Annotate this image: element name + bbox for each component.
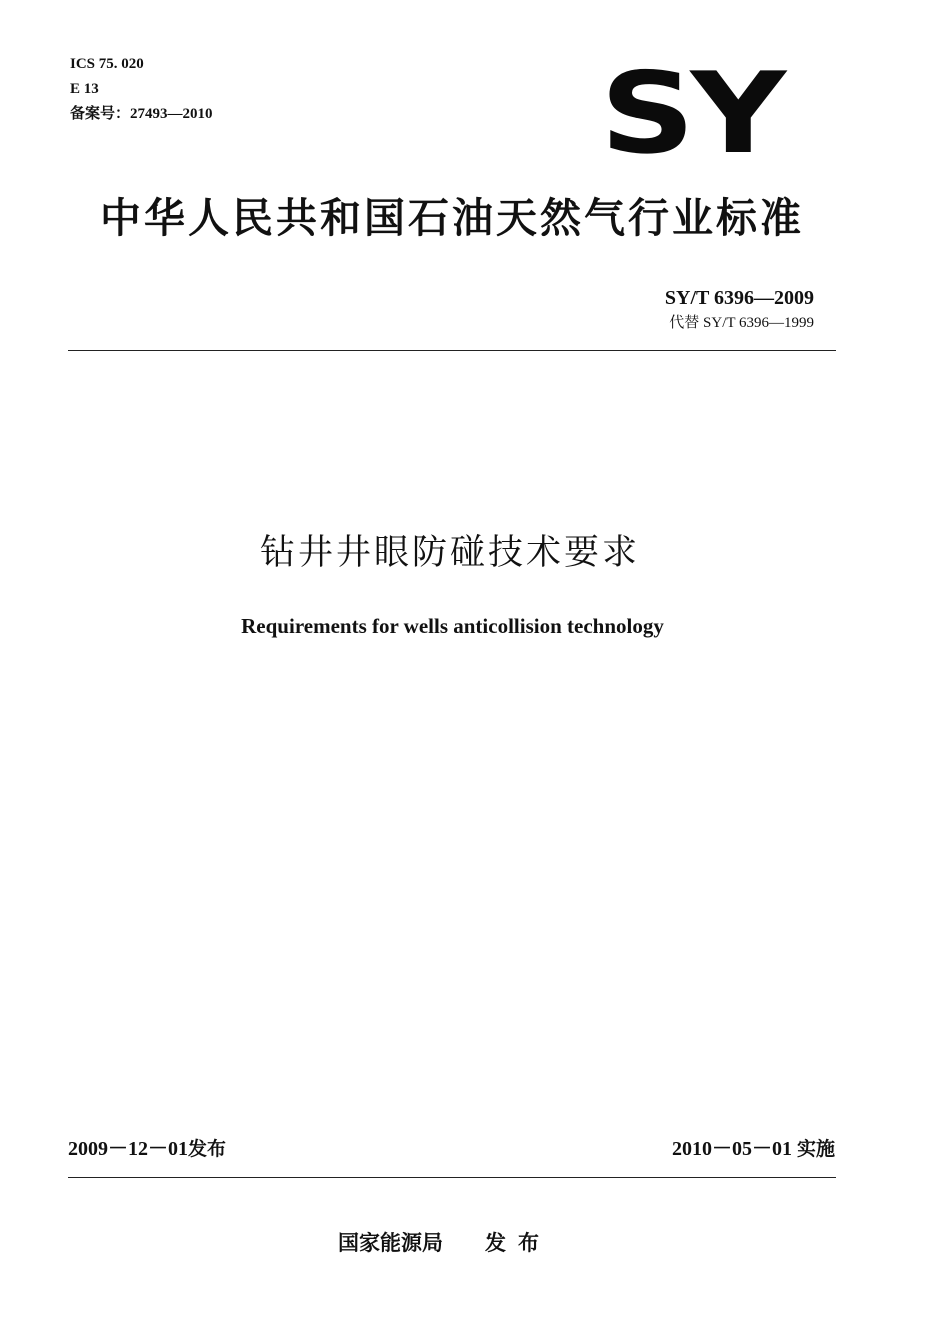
- standard-number-block: [665, 284, 814, 334]
- issue-date-line: [68, 1134, 226, 1164]
- replaces-standard: 代替 SY/T 6396—1999: [669, 315, 814, 331]
- issue-label: 发布: [188, 1138, 227, 1160]
- document-title-english: Requirements for wells anticollision technology: [241, 614, 664, 638]
- document-title-chinese: 钻井井眼防碰技术要求: [259, 533, 640, 573]
- standard-number: SY/T 6396—2009: [664, 287, 814, 309]
- top-divider: [68, 350, 836, 351]
- implementation-date: 2010－05－01: [671, 1138, 792, 1160]
- issue-date: 2009－12－01: [68, 1138, 188, 1160]
- ccs-code: E 13: [70, 81, 99, 97]
- document-metadata: [70, 52, 213, 127]
- bottom-divider: [68, 1177, 836, 1178]
- record-number: 备案号：27493—2010: [70, 106, 213, 122]
- publisher-action: 发布: [485, 1231, 551, 1255]
- ics-code: ICS 75. 020: [70, 56, 144, 72]
- sy-logo: SY: [600, 49, 782, 179]
- publisher-line: [338, 1226, 551, 1260]
- implementation-label: 实施: [796, 1138, 835, 1160]
- implementation-date-line: [672, 1134, 835, 1164]
- publisher-name: 国家能源局: [338, 1231, 443, 1255]
- standard-category-title: 中华人民共和国石油天然气行业标准: [100, 194, 804, 242]
